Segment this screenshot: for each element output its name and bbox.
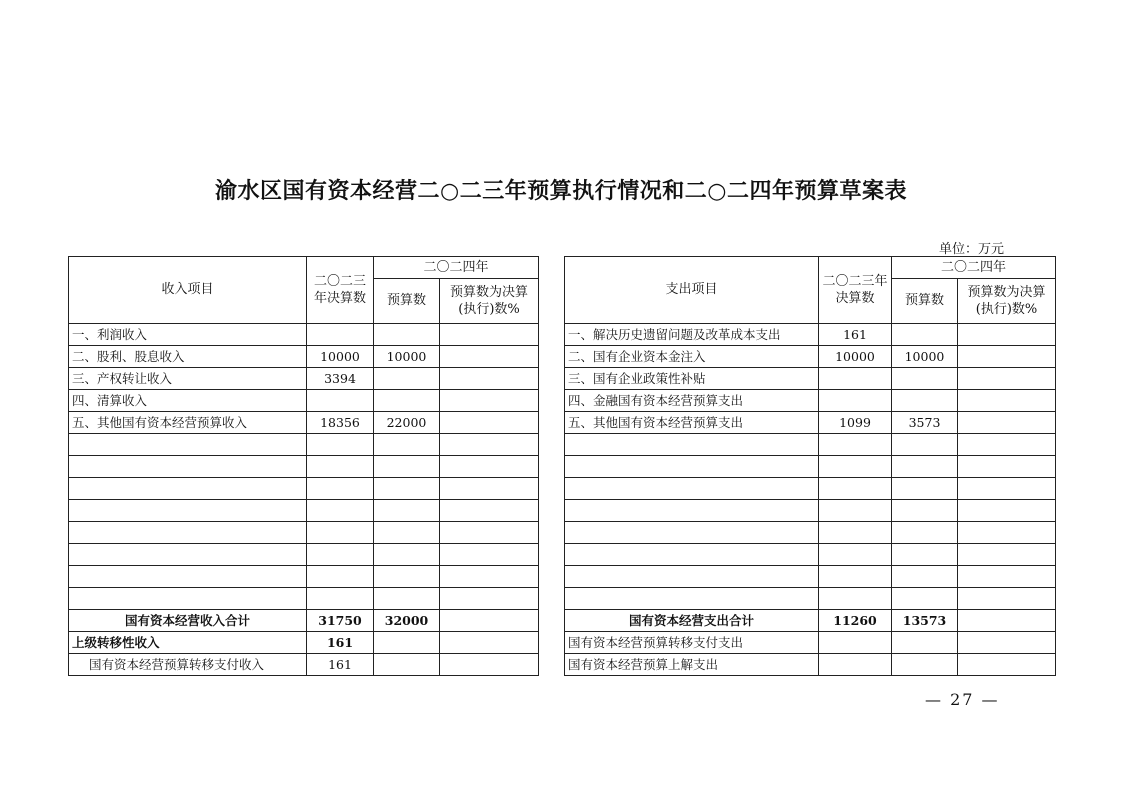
income-table <box>68 256 539 676</box>
expense-ratio-cell <box>958 434 1056 456</box>
expense-table-row <box>565 412 1056 434</box>
income-item-cell <box>69 588 307 610</box>
expense-table-row <box>565 346 1056 368</box>
expense-ratio-cell <box>958 390 1056 412</box>
income-budget-cell <box>374 390 440 412</box>
expense-total-row <box>565 610 1056 632</box>
expense-final-cell <box>819 390 892 412</box>
expense-budget-cell <box>892 588 958 610</box>
expense-budget-cell <box>892 632 958 654</box>
income-ratio-cell <box>440 522 539 544</box>
income-table-row <box>69 346 539 368</box>
expense-table-row <box>565 588 1056 610</box>
expense-ratio-cell <box>958 566 1056 588</box>
income-table-row <box>69 456 539 478</box>
expense-final-2023-header: 二〇二三年决算数 <box>819 257 892 324</box>
income-table-row <box>69 500 539 522</box>
income-item-cell <box>69 434 307 456</box>
income-final-cell <box>307 434 374 456</box>
income-item-cell: 上级转移性收入 <box>69 632 307 654</box>
income-table-body <box>69 324 539 676</box>
expense-budget-cell <box>892 368 958 390</box>
income-final-cell: 161 <box>307 654 374 676</box>
income-table-row <box>69 390 539 412</box>
expense-budget-cell <box>892 654 958 676</box>
income-final-cell <box>307 544 374 566</box>
income-table-row <box>69 412 539 434</box>
expense-final-cell: 10000 <box>819 346 892 368</box>
expense-item-cell: 一、解决历史遗留问题及改革成本支出 <box>565 324 819 346</box>
expense-table-row <box>565 478 1056 500</box>
income-year-2024-header: 二〇二四年 <box>374 257 539 279</box>
income-item-cell: 一、利润收入 <box>69 324 307 346</box>
expense-final-cell <box>819 566 892 588</box>
income-budget-cell: 32000 <box>374 610 440 632</box>
expense-item-cell <box>565 544 819 566</box>
income-final-cell: 31750 <box>307 610 374 632</box>
expense-item-cell <box>565 434 819 456</box>
expense-table-row <box>565 324 1056 346</box>
expense-budget-cell: 3573 <box>892 412 958 434</box>
income-budget-cell <box>374 456 440 478</box>
income-ratio-cell <box>440 632 539 654</box>
expense-final-cell <box>819 544 892 566</box>
expense-ratio-cell <box>958 654 1056 676</box>
income-table-row <box>69 324 539 346</box>
expense-final-cell <box>819 456 892 478</box>
expense-item-header: 支出项目 <box>565 257 819 324</box>
income-item-cell: 国有资本经营收入合计 <box>69 610 307 632</box>
page-title: 渝水区国有资本经营二○二三年预算执行情况和二○二四年预算草案表 <box>215 179 907 204</box>
expense-ratio-cell <box>958 456 1056 478</box>
expense-ratio-header: 预算数为决算(执行)数% <box>958 279 1056 324</box>
expense-item-cell: 国有资本经营预算上解支出 <box>565 654 819 676</box>
expense-final-cell <box>819 588 892 610</box>
expense-table-row <box>565 544 1056 566</box>
expense-ratio-cell <box>958 522 1056 544</box>
income-item-cell: 三、产权转让收入 <box>69 368 307 390</box>
expense-budget-cell <box>892 324 958 346</box>
expense-final-cell: 11260 <box>819 610 892 632</box>
income-table-row <box>69 588 539 610</box>
income-total-row <box>69 610 539 632</box>
expense-ratio-cell <box>958 368 1056 390</box>
income-ratio-cell <box>440 610 539 632</box>
expense-table-row <box>565 456 1056 478</box>
expense-final-cell <box>819 632 892 654</box>
expense-item-cell: 五、其他国有资本经营预算支出 <box>565 412 819 434</box>
income-final-cell <box>307 588 374 610</box>
expense-budget-cell <box>892 500 958 522</box>
income-ratio-cell <box>440 412 539 434</box>
expense-ratio-cell <box>958 500 1056 522</box>
income-final-cell: 161 <box>307 632 374 654</box>
income-item-cell: 国有资本经营预算转移支付收入 <box>69 654 307 676</box>
expense-item-cell: 二、国有企业资本金注入 <box>565 346 819 368</box>
expense-budget-header: 预算数 <box>892 279 958 324</box>
expense-final-cell <box>819 478 892 500</box>
expense-ratio-cell <box>958 478 1056 500</box>
income-table-row <box>69 434 539 456</box>
income-final-cell <box>307 500 374 522</box>
income-ratio-cell <box>440 544 539 566</box>
income-ratio-cell <box>440 654 539 676</box>
expense-table-row <box>565 390 1056 412</box>
expense-budget-cell: 13573 <box>892 610 958 632</box>
expense-final-cell <box>819 500 892 522</box>
expense-table-body <box>565 324 1056 676</box>
expense-table-row <box>565 522 1056 544</box>
income-item-cell <box>69 478 307 500</box>
income-item-cell <box>69 456 307 478</box>
income-ratio-cell <box>440 500 539 522</box>
expense-table-row <box>565 566 1056 588</box>
income-budget-cell <box>374 588 440 610</box>
page-number: — 27 — <box>925 690 1000 709</box>
expense-budget-cell <box>892 522 958 544</box>
expense-budget-cell <box>892 544 958 566</box>
income-table-row <box>69 368 539 390</box>
income-budget-cell <box>374 368 440 390</box>
expense-budget-cell <box>892 390 958 412</box>
expense-final-cell <box>819 654 892 676</box>
expense-final-cell <box>819 434 892 456</box>
unit-label: 单位：万元 <box>938 242 1004 257</box>
income-ratio-cell <box>440 390 539 412</box>
income-ratio-cell <box>440 456 539 478</box>
expense-budget-cell <box>892 456 958 478</box>
income-ratio-cell <box>440 368 539 390</box>
expense-budget-cell <box>892 434 958 456</box>
income-final-cell <box>307 324 374 346</box>
income-final-cell: 18356 <box>307 412 374 434</box>
income-budget-cell <box>374 522 440 544</box>
income-ratio-cell <box>440 346 539 368</box>
expense-table-row <box>565 368 1056 390</box>
expense-transfer-sub-row <box>565 654 1056 676</box>
income-table-row <box>69 478 539 500</box>
income-budget-cell <box>374 654 440 676</box>
income-table-row <box>69 522 539 544</box>
expense-budget-cell <box>892 566 958 588</box>
income-budget-cell <box>374 500 440 522</box>
expense-item-cell: 国有资本经营预算转移支付支出 <box>565 632 819 654</box>
expense-item-cell <box>565 522 819 544</box>
income-budget-cell <box>374 566 440 588</box>
income-budget-cell <box>374 324 440 346</box>
income-final-2023-header: 二〇二三年决算数 <box>307 257 374 324</box>
income-final-cell <box>307 522 374 544</box>
expense-item-cell: 国有资本经营支出合计 <box>565 610 819 632</box>
income-ratio-cell <box>440 478 539 500</box>
income-budget-cell <box>374 478 440 500</box>
expense-item-cell: 三、国有企业政策性补贴 <box>565 368 819 390</box>
expense-budget-cell <box>892 478 958 500</box>
income-item-cell: 四、清算收入 <box>69 390 307 412</box>
expense-ratio-cell <box>958 412 1056 434</box>
expense-ratio-cell <box>958 544 1056 566</box>
income-item-cell: 二、股利、股息收入 <box>69 346 307 368</box>
income-transfer-row <box>69 632 539 654</box>
expense-final-cell: 161 <box>819 324 892 346</box>
income-budget-cell: 10000 <box>374 346 440 368</box>
income-final-cell: 3394 <box>307 368 374 390</box>
income-item-cell <box>69 500 307 522</box>
income-ratio-cell <box>440 434 539 456</box>
income-final-cell <box>307 478 374 500</box>
income-budget-header: 预算数 <box>374 279 440 324</box>
income-ratio-cell <box>440 566 539 588</box>
expense-final-cell <box>819 368 892 390</box>
expense-item-cell <box>565 456 819 478</box>
expense-budget-cell: 10000 <box>892 346 958 368</box>
income-ratio-cell <box>440 324 539 346</box>
income-item-cell <box>69 544 307 566</box>
income-final-cell: 10000 <box>307 346 374 368</box>
expense-item-cell <box>565 566 819 588</box>
expense-ratio-cell <box>958 588 1056 610</box>
expense-ratio-cell <box>958 610 1056 632</box>
expense-table <box>564 256 1056 676</box>
income-table-row <box>69 544 539 566</box>
income-budget-cell: 22000 <box>374 412 440 434</box>
expense-table-row <box>565 434 1056 456</box>
expense-item-cell <box>565 588 819 610</box>
expense-ratio-cell <box>958 346 1056 368</box>
expense-year-2024-header: 二〇二四年 <box>892 257 1056 279</box>
income-item-cell <box>69 566 307 588</box>
expense-final-cell <box>819 522 892 544</box>
expense-ratio-cell <box>958 632 1056 654</box>
expense-table-row <box>565 500 1056 522</box>
expense-item-cell: 四、金融国有资本经营预算支出 <box>565 390 819 412</box>
income-ratio-cell <box>440 588 539 610</box>
income-final-cell <box>307 390 374 412</box>
income-final-cell <box>307 456 374 478</box>
expense-final-cell: 1099 <box>819 412 892 434</box>
income-budget-cell <box>374 544 440 566</box>
income-table-row <box>69 566 539 588</box>
income-ratio-header: 预算数为决算(执行)数% <box>440 279 539 324</box>
expense-transfer-row <box>565 632 1056 654</box>
income-budget-cell <box>374 434 440 456</box>
income-item-header: 收入项目 <box>69 257 307 324</box>
income-final-cell <box>307 566 374 588</box>
expense-item-cell <box>565 500 819 522</box>
income-item-cell: 五、其他国有资本经营预算收入 <box>69 412 307 434</box>
income-budget-cell <box>374 632 440 654</box>
income-item-cell <box>69 522 307 544</box>
expense-item-cell <box>565 478 819 500</box>
income-transfer-sub-row <box>69 654 539 676</box>
expense-ratio-cell <box>958 324 1056 346</box>
